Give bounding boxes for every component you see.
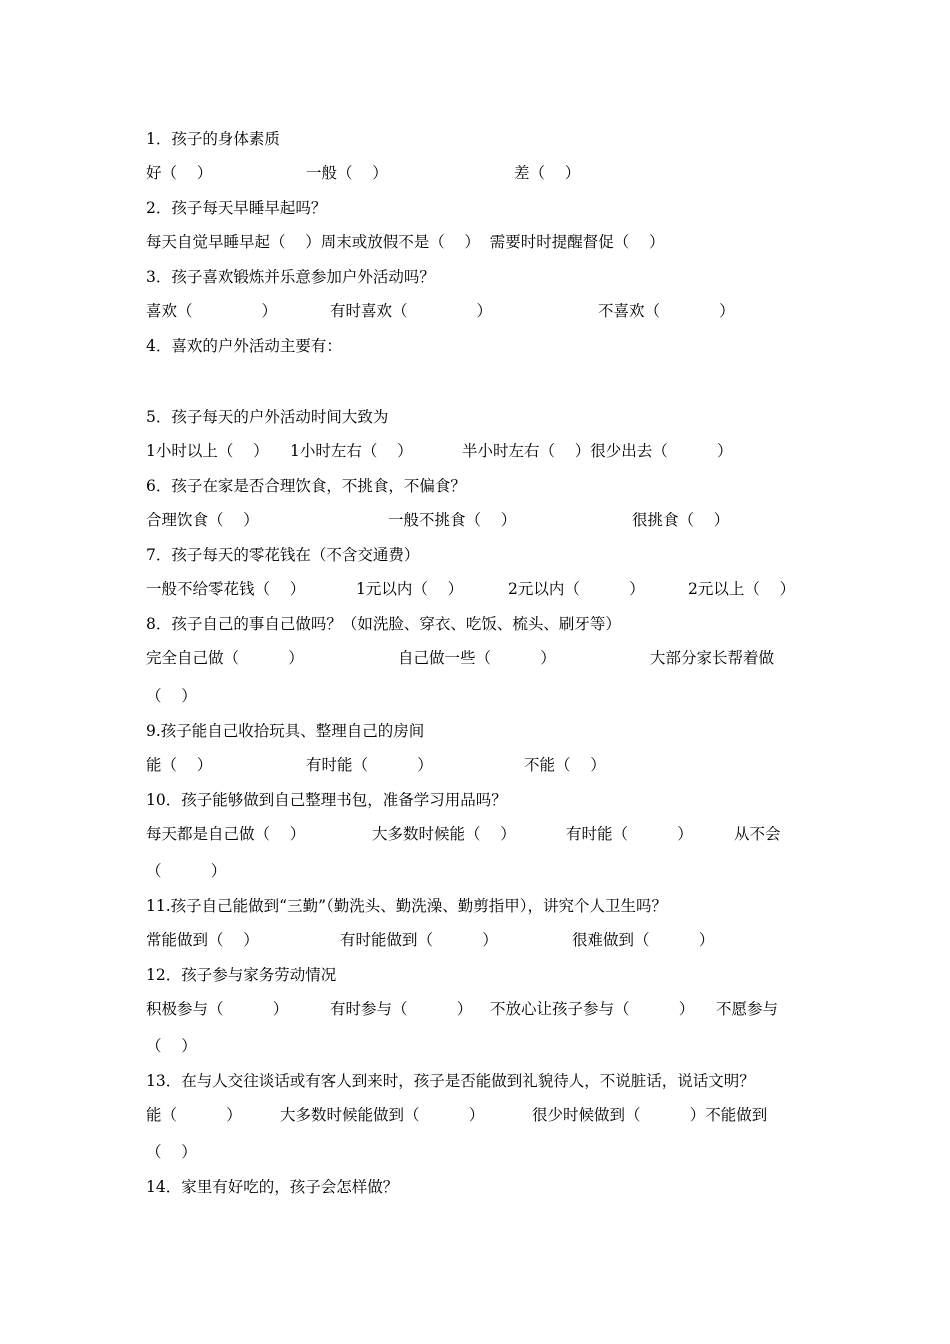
q7-option-under-1: 1元以内（ ） [356, 580, 464, 598]
q12-option-unwilling: 不愿参与 [716, 1000, 779, 1018]
question-14: 14．家里有好吃的，孩子会怎样做？ [146, 1178, 399, 1196]
q9-option-cannot: 不能（ ） [524, 756, 606, 774]
q13-option-mostly: 大多数时候能做到（ ） [280, 1106, 485, 1124]
q1-option-good: 好（ ） [146, 164, 213, 182]
question-13: 13．在与人交往谈话或有客人到来时，孩子是否能做到礼貌待人，不说脏话，说话文明？ [146, 1072, 755, 1090]
q13-option-can: 能（ ） [146, 1106, 242, 1124]
question-3: 3．孩子喜欢锻炼并乐意参加户外活动吗？ [146, 268, 435, 286]
q3-option-dislike: 不喜欢（ ） [598, 302, 735, 320]
q8-option-some-self: 自己做一些（ ） [398, 649, 556, 667]
q11-option-sometimes: 有时能做到（ ） [340, 931, 498, 949]
q1-option-average: 一般（ ） [306, 164, 388, 182]
q8-option-parents-help-paren: （ ） [146, 687, 197, 705]
q12-option-active: 积极参与（ ） [146, 1000, 289, 1018]
q5-option-over-1h: 1小时以上（ ） [146, 442, 269, 460]
q6-option-reasonable: 合理饮食（ ） [146, 511, 259, 529]
q7-option-over-2: 2元以上（ ） [688, 580, 796, 598]
q6-option-not-picky: 一般不挑食（ ） [388, 511, 517, 529]
q3-option-like: 喜欢（ ） [146, 302, 277, 320]
q11-option-hard: 很难做到（ ） [572, 931, 715, 949]
q12-option-parents-worried: 不放心让孩子参与（ ） [490, 1000, 695, 1018]
q10-option-sometimes: 有时能（ ） [566, 825, 693, 843]
q6-option-picky: 很挑食（ ） [632, 511, 730, 529]
question-1: 1．孩子的身体素质 [146, 130, 280, 148]
q7-option-none: 一般不给零花钱（ ） [146, 580, 306, 598]
q3-option-sometimes: 有时喜欢（ ） [330, 302, 492, 320]
q10-option-mostly: 大多数时候能（ ） [372, 825, 516, 843]
q10-option-always: 每天都是自己做（ ） [146, 825, 306, 843]
q9-option-can: 能（ ） [146, 756, 213, 774]
question-2: 2．孩子每天早睡早起吗？ [146, 199, 327, 217]
question-11: 11.孩子自己能做到“三勤”（勤洗头、勤洗澡、勤剪指甲），讲究个人卫生吗？ [146, 897, 668, 915]
q2-options: 每天自觉早睡早起（ ）周末或放假不是（ ） 需要时时提醒督促（ ） [146, 233, 665, 251]
q8-option-all-self: 完全自己做（ ） [146, 649, 304, 667]
q7-option-under-2: 2元以内（ ） [508, 580, 645, 598]
q10-option-never: 从不会 [734, 825, 781, 843]
question-7: 7．孩子每天的零花钱在（不含交通费） [146, 546, 420, 564]
question-5: 5．孩子每天的户外活动时间大致为 [146, 408, 389, 426]
q5-option-about-1h: 1小时左右（ ） [290, 442, 413, 460]
q8-option-parents-help: 大部分家长帮着做 [650, 649, 775, 667]
q10-option-never-paren: （ ） [146, 862, 227, 880]
question-8: 8．孩子自己的事自己做吗？（如洗脸、穿衣、吃饭、梳头、刷牙等） [146, 615, 621, 633]
q12-option-unwilling-paren: （ ） [146, 1037, 197, 1055]
q11-option-usually: 常能做到（ ） [146, 931, 259, 949]
q13-option-cannot-paren: （ ） [146, 1143, 197, 1161]
question-10: 10．孩子能够做到自己整理书包，准备学习用品吗？ [146, 791, 507, 809]
question-12: 12．孩子参与家务劳动情况 [146, 966, 337, 984]
q5-option-half-hour: 半小时左右（ ）很少出去（ ） [462, 442, 733, 460]
question-9: 9.孩子能自己收拾玩具、整理自己的房间 [146, 722, 425, 740]
q13-option-rarely: 很少时候做到（ ）不能做到 [532, 1106, 768, 1124]
question-4: 4．喜欢的户外活动主要有： [146, 337, 342, 355]
q1-option-poor: 差（ ） [514, 164, 581, 182]
question-6: 6．孩子在家是否合理饮食，不挑食，不偏食？ [146, 477, 466, 495]
q9-option-sometimes: 有时能（ ） [306, 756, 433, 774]
q12-option-sometimes: 有时参与（ ） [330, 1000, 473, 1018]
